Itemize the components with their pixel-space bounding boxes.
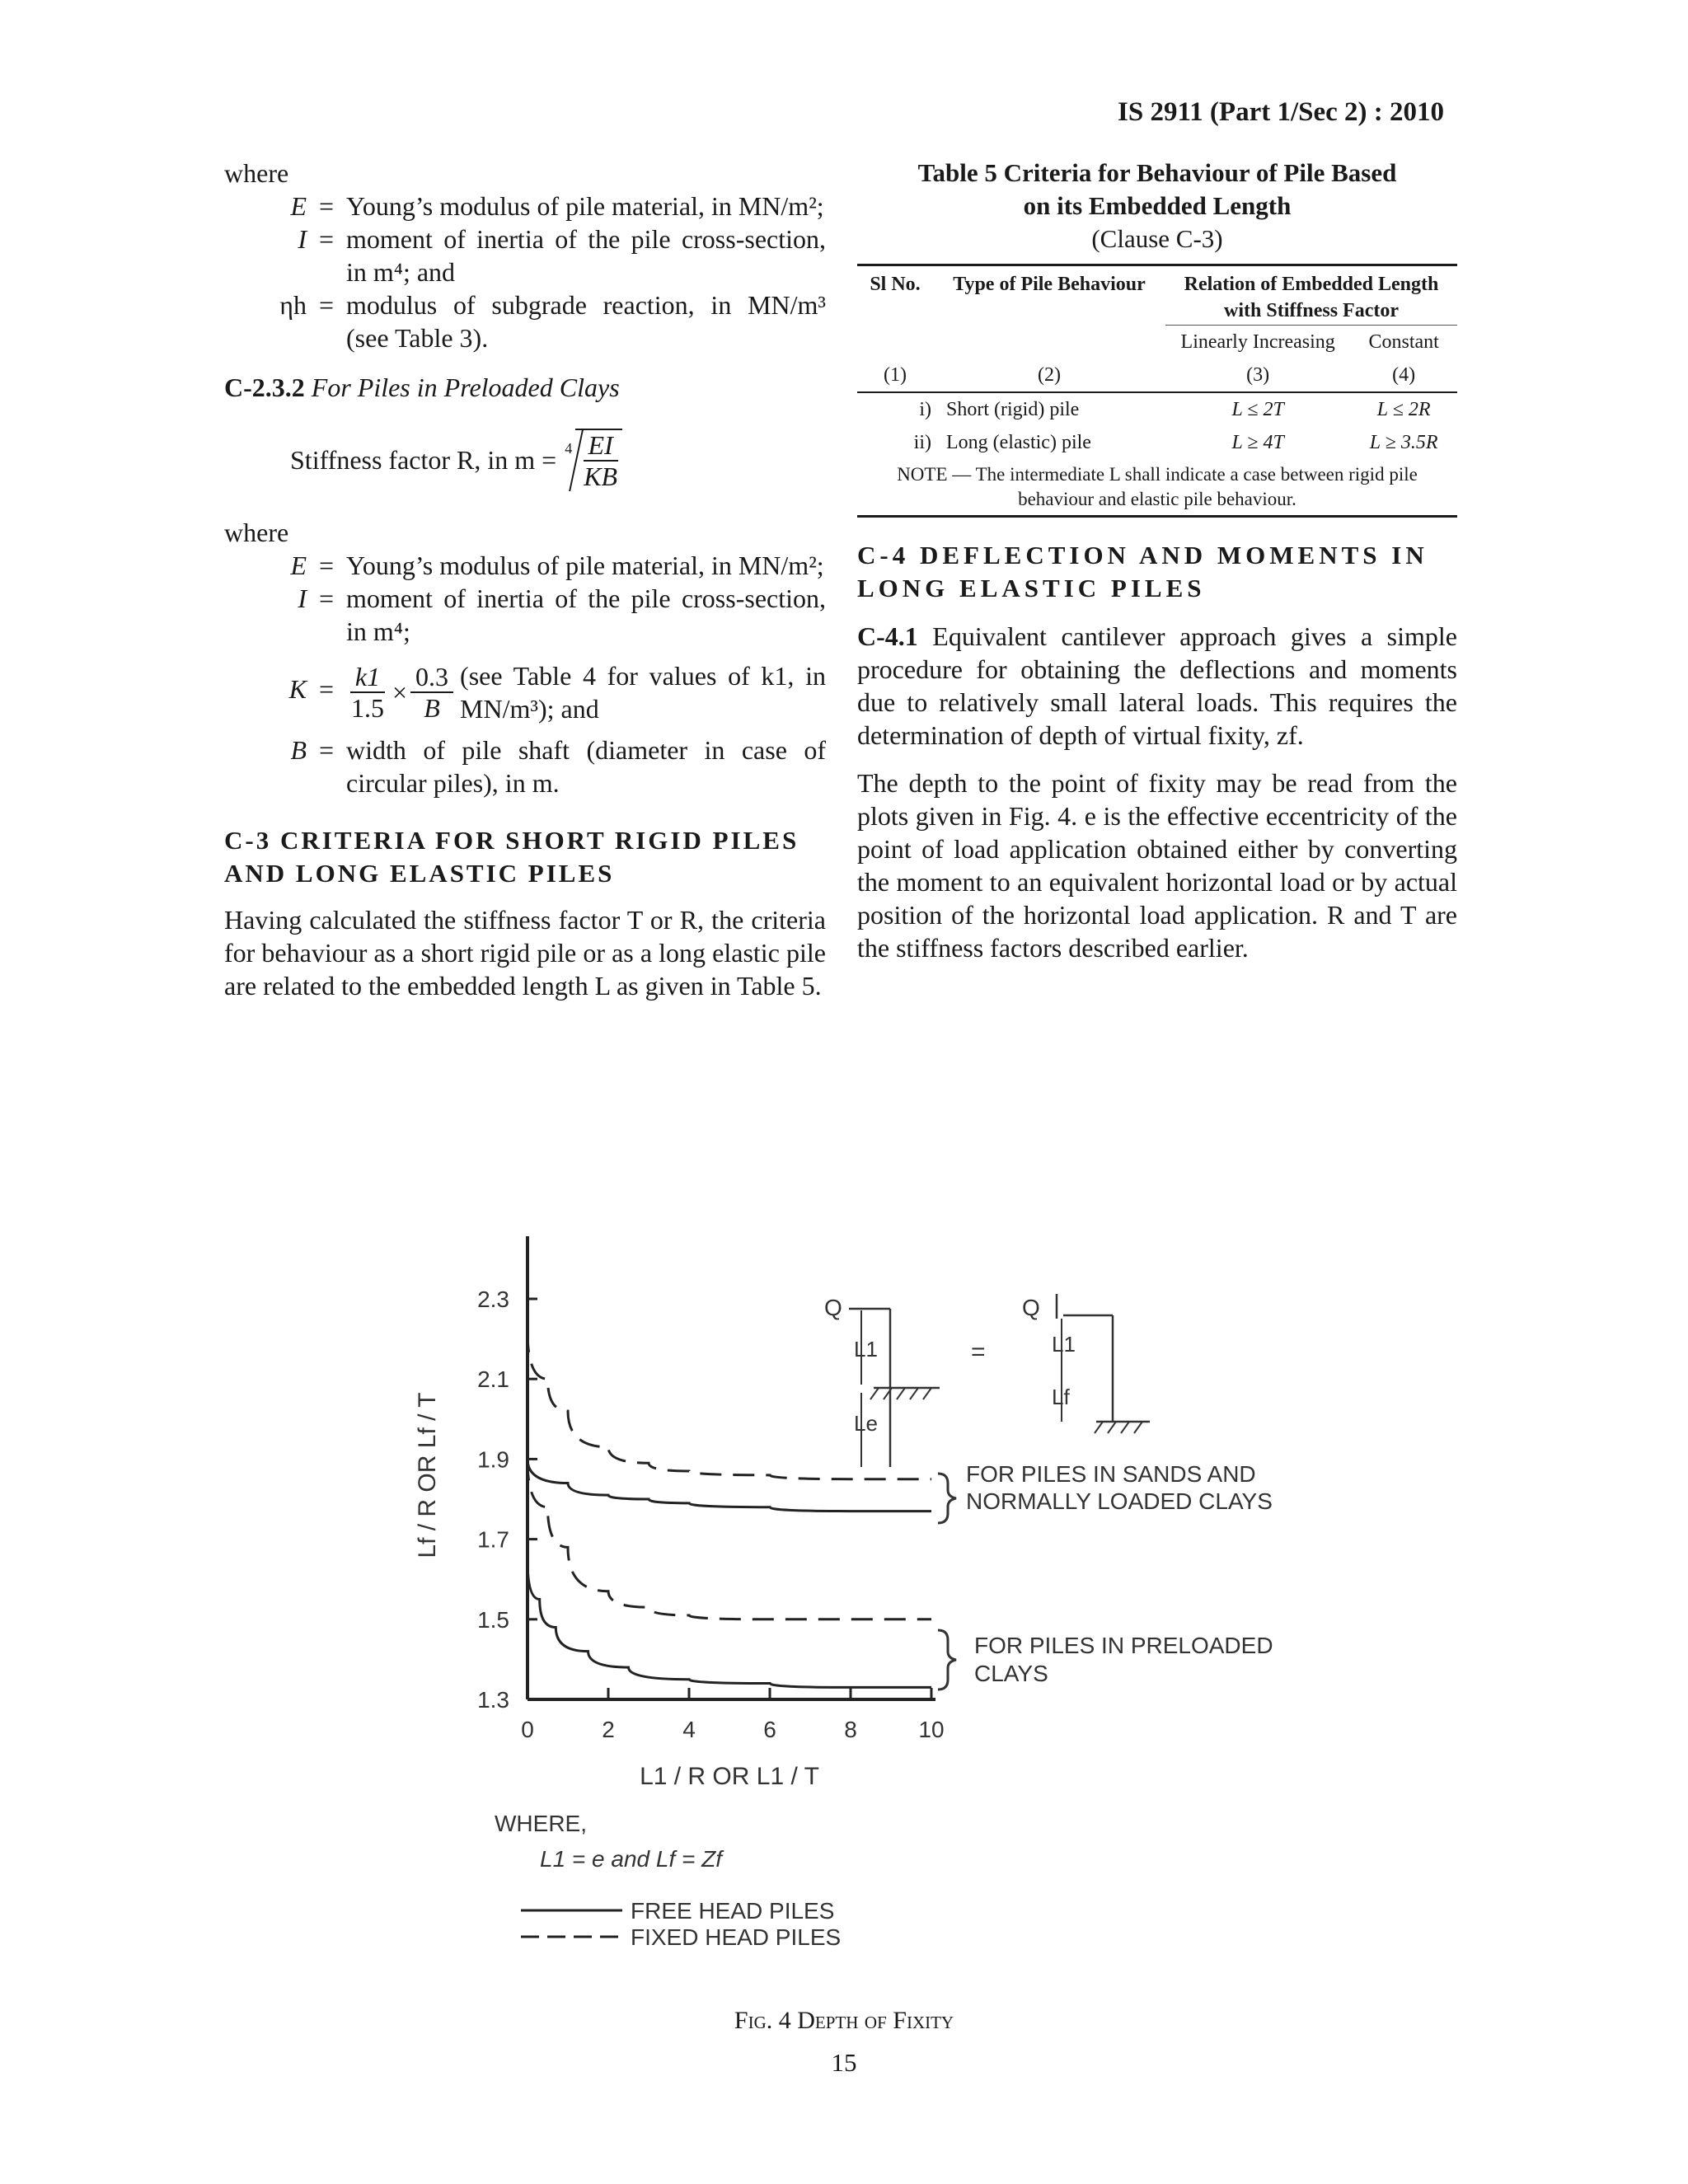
definition-e: E = Young’s modulus of pile material, in MN/m²; [290,191,824,221]
group-label-sands-2: NORMALLY LOADED CLAYS [966,1488,1273,1514]
definition-i-2: I = moment of inertia of the pile cross-section, in m⁴; [298,583,826,646]
table-header-row: Sl No. Type of Pile Behaviour Relation of Embedded Length with Stiffness Factor [857,265,1457,326]
page-number: 15 [831,2048,857,2077]
y-tick-label: 2.1 [477,1366,509,1393]
y-tick-label: 1.7 [477,1526,509,1553]
x-tick-label: 8 [844,1717,857,1742]
legend-where: WHERE, [495,1811,587,1836]
group-label-preloaded-2: CLAYS [974,1661,1048,1686]
paragraph-fixity: The depth to the point of fixity may be read from the plots given in Fig. 4. e is the effective eccentricity of the point of load application obtained either by converting the moment to an equivalent horizontal load or by actual position of the horizontal load application. R and T are the stiffness factors described earlier. [857,768,1457,963]
page-header: IS 2911 (Part 1/Sec 2) : 2010 [1118,97,1444,127]
legend-where-equation: L1 = e and Lf = Zf [540,1846,723,1872]
figure-caption: Fig. 4 Depth of Fixity [734,2007,954,2034]
curve-sands-free [528,1459,931,1511]
group-label-preloaded-1: FOR PILES IN PRELOADED [974,1633,1273,1658]
y-tick-label: 1.5 [477,1606,509,1633]
group-label-sands-1: FOR PILES IN SANDS AND [966,1461,1256,1487]
table-title: Table 5 Criteria for Behaviour of Pile Based on its Embedded Length [917,158,1397,220]
table-colnum-row: (1) (2) (3) (4) [884,364,1416,386]
table-clause: (Clause C-3) [1091,224,1223,253]
table-row: ii) Long (elastic) pile L ≥ 4T L ≥ 3.5R [913,432,1438,453]
x-tick-label: 6 [763,1717,776,1742]
table-note-row: NOTE — The intermediate L shall indicate a case between rigid pile behaviour and elastic pile behaviour. [857,459,1457,517]
svg-text:L1: L1 [1052,1332,1076,1357]
stiffness-formula: Stiffness factor R, in m = 4 $\frac{EI}{KB}$ [290,429,826,491]
definition-e-2: E = Young’s modulus of pile material, in MN/m²; [290,551,824,580]
y-tick-label: 2.3 [477,1286,509,1312]
clause-c41: C-4.1 Equivalent cantilever approach gives a simple procedure for obtaining the deflections and moments due to relatively small lateral loads. This requires the determination of depth of virtual fixity, zf. [857,621,1458,750]
section-c3-text: Having calculated the stiffness factor T or R, the criteria for behaviour as a short rigid pile or as a long elastic pile are related to the embedded length L as given in Table 5. [224,905,826,1001]
x-ticks [521,1688,944,1742]
fourth-root: 4 $\frac{EI}{KB}$ [565,429,622,491]
svg-text:Q: Q [1022,1295,1040,1320]
legend-fixed-label: FIXED HEAD PILES [631,1924,842,1950]
table-row: i) Short (rigid) pile L ≤ 2T L ≤ 2R [857,392,1457,426]
definition-eta: ηh = modulus of subgrade reaction, in MN/m³ (see Table 3). [279,290,826,353]
brace-preloaded [938,1630,956,1690]
definition-i: I = moment of inertia of the pile cross-section, in m⁴; and [298,224,826,287]
x-tick-label: 2 [602,1717,615,1742]
x-axis-label: L1 / R OR L1 / T [640,1763,819,1790]
svg-text:Q: Q [824,1295,842,1320]
x-tick-label: 4 [682,1717,696,1742]
curve-preloaded-fixed [528,1459,931,1619]
section-c4-heading: C-4 DEFLECTION AND MOMENTS IN LONG ELASTIC PILES [857,541,1428,602]
curve-preloaded-free [528,1559,931,1688]
pile-inset-diagram [824,1294,1150,1467]
where-label-1: where [224,158,289,188]
curves [528,1331,931,1688]
brace-sands [938,1474,956,1523]
section-c3-heading: C-3 CRITERIA FOR SHORT RIGID PILES AND LONG ELASTIC PILES [224,826,799,888]
y-tick-label: 1.3 [477,1687,509,1713]
definition-b: B = width of pile shaft (diameter in case of circular piles), in m. [290,735,826,798]
x-tick-label: 0 [521,1717,534,1742]
definition-k: K = $\frac{k1}{1.5}$ × $\frac{0.3}{B}$ (see Table 4 for values of k1, in MN/m³); and [288,661,826,724]
y-axis-label: Lf / R OR Lf / T [414,1392,441,1558]
svg-text:L1: L1 [854,1337,878,1361]
clause-c232: C-2.3.2 For Piles in Preloaded Clays [224,373,620,402]
table-subheader-row: Linearly Increasing Constant [857,326,1457,359]
x-tick-label: 10 [918,1717,945,1742]
y-tick-label: 1.9 [477,1446,509,1473]
k-formula: $\frac{k1}{1.5}$ × $\frac{0.3}{B}$ (see Table 4 for values of k1, in MN/m³); and [351,661,826,724]
svg-text:Le: Le [854,1411,878,1436]
legend-free-label: FREE HEAD PILES [631,1898,835,1924]
svg-text:Lf: Lf [1052,1385,1070,1409]
where-label-2: where [224,518,289,547]
svg-text:=: = [971,1338,986,1366]
figure-axes [528,1236,935,1699]
